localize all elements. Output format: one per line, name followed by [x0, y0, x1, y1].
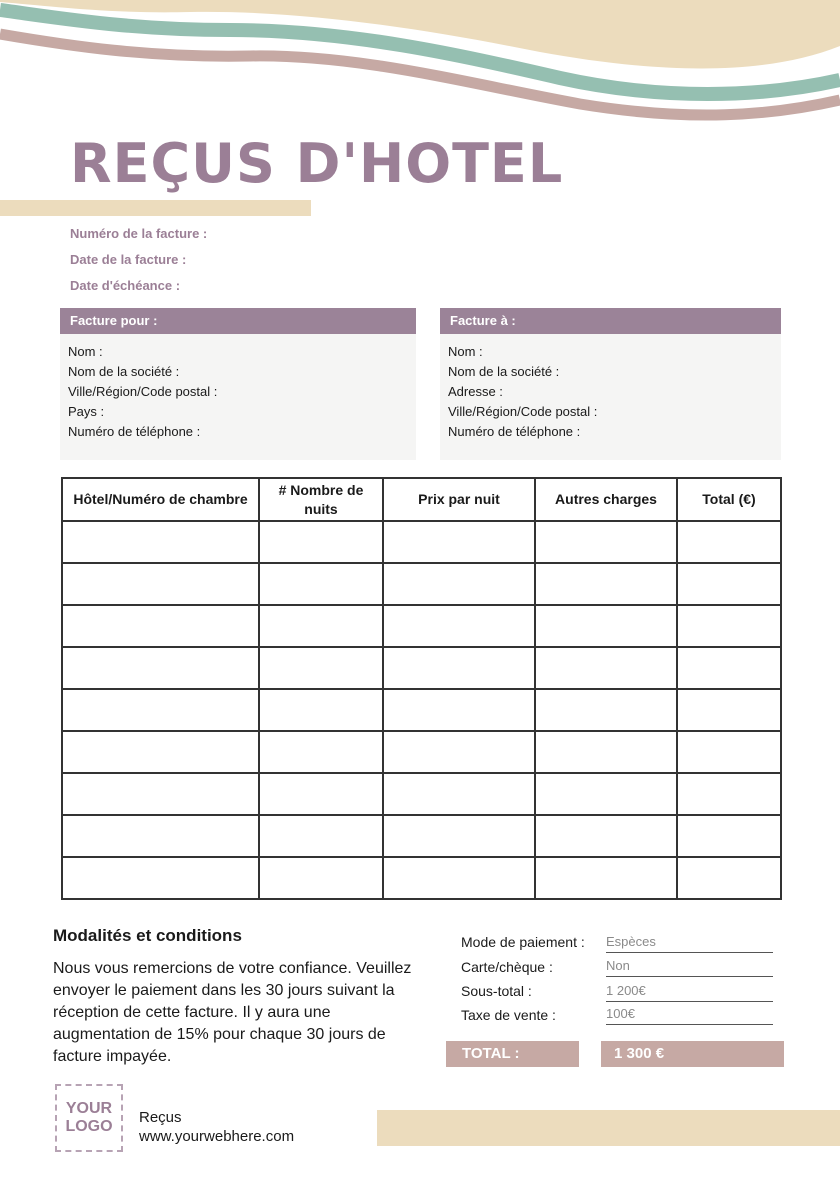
- table-cell: [383, 563, 535, 605]
- table-cell: [677, 563, 781, 605]
- table-row: [62, 689, 781, 731]
- table-cell: [535, 773, 677, 815]
- terms-body: Nous vous remercions de votre confiance. Veuillez envoyer le paiement dans les 30 jours suivant la réception de cette facture. Il y aura une augmentation de 15% pour chaque 30 jours de facture impayée.: [53, 960, 412, 1065]
- table-cell: [535, 563, 677, 605]
- table-cell: [62, 731, 259, 773]
- table-row: [62, 857, 781, 899]
- table-cell: [259, 815, 383, 857]
- table-cell: [62, 773, 259, 815]
- table-cell: [259, 521, 383, 563]
- column-header-price-per-night: Prix par nuit: [383, 478, 535, 521]
- table-cell: [535, 857, 677, 899]
- beige-wave: [0, 0, 840, 69]
- table-cell: [383, 605, 535, 647]
- table-cell: [383, 857, 535, 899]
- column-header-other-charges: Autres charges: [535, 478, 677, 521]
- table-cell: [535, 605, 677, 647]
- table-cell: [535, 815, 677, 857]
- card-check-label: Carte/chèque :: [461, 959, 553, 975]
- total-label: TOTAL :: [446, 1041, 579, 1067]
- table-cell: [259, 731, 383, 773]
- table-cell: [62, 605, 259, 647]
- decorative-waves: [0, 0, 840, 130]
- ship-to-lines: [440, 334, 781, 442]
- ship-to-line: Numéro de téléphone :: [448, 424, 581, 439]
- ship-to-line: Adresse :: [448, 384, 503, 399]
- bill-to-line: Nom :: [68, 344, 103, 359]
- footer-company: Reçus: [139, 1109, 182, 1126]
- table-cell: [383, 773, 535, 815]
- table-cell: [677, 815, 781, 857]
- bill-to-line: Nom de la société :: [68, 364, 180, 379]
- footer-beige-bar: [377, 1110, 840, 1146]
- table-cell: [259, 773, 383, 815]
- card-check-value: Non: [606, 958, 773, 977]
- table-cell: [259, 689, 383, 731]
- subtotal-value: 1 200€: [606, 983, 773, 1002]
- title-underline-bar: [0, 200, 311, 216]
- table-cell: [677, 521, 781, 563]
- table-cell: [62, 689, 259, 731]
- bill-to-lines: [60, 334, 416, 442]
- payment-method-label: Mode de paiement :: [461, 934, 585, 950]
- table-cell: [677, 857, 781, 899]
- footer-website: www.yourwebhere.com: [139, 1128, 295, 1145]
- table-cell: [677, 689, 781, 731]
- column-header-hotel-room: Hôtel/Numéro de chambre: [62, 478, 259, 521]
- table-row: [62, 563, 781, 605]
- table-cell: [535, 731, 677, 773]
- ship-to-line: Ville/Région/Code postal :: [448, 404, 598, 419]
- table-cell: [383, 731, 535, 773]
- bill-to-line: Numéro de téléphone :: [68, 424, 201, 439]
- table-row: [62, 647, 781, 689]
- table-cell: [62, 815, 259, 857]
- invoice-date-label: Date de la facture :: [70, 252, 187, 267]
- ship-to-heading: Facture à :: [440, 308, 781, 334]
- bill-to-box: [60, 308, 416, 460]
- logo-text-line2: LOGO: [65, 1118, 113, 1135]
- invoice-number-label: Numéro de la facture :: [70, 226, 208, 241]
- table-cell: [535, 521, 677, 563]
- ship-to-box: [440, 308, 781, 460]
- table-row: [62, 815, 781, 857]
- table-cell: [677, 605, 781, 647]
- table-cell: [535, 689, 677, 731]
- table-body: [62, 521, 781, 899]
- items-table: [61, 477, 782, 900]
- subtotal-label: Sous-total :: [461, 983, 532, 999]
- total-value: 1 300 €: [601, 1041, 784, 1067]
- table-cell: [677, 731, 781, 773]
- table-header-row: [62, 478, 781, 521]
- table-row: [62, 605, 781, 647]
- logo-text-line1: YOUR: [65, 1100, 113, 1117]
- due-date-label: Date d'échéance :: [70, 278, 181, 293]
- table-cell: [383, 647, 535, 689]
- table-row: [62, 773, 781, 815]
- bill-to-heading: Facture pour :: [60, 308, 416, 334]
- table-cell: [259, 857, 383, 899]
- terms-title: Modalités et conditions: [53, 926, 242, 945]
- bill-to-line: Ville/Région/Code postal :: [68, 384, 218, 399]
- table-cell: [535, 647, 677, 689]
- table-cell: [677, 647, 781, 689]
- table-cell: [383, 689, 535, 731]
- table-cell: [259, 605, 383, 647]
- table-cell: [383, 521, 535, 563]
- table-cell: [259, 563, 383, 605]
- table-row: [62, 521, 781, 563]
- bill-to-line: Pays :: [68, 404, 105, 419]
- table-cell: [259, 647, 383, 689]
- table-cell: [62, 647, 259, 689]
- document-title: REÇUS D'HOTEL: [70, 132, 564, 195]
- column-header-nights: # Nombre de nuits: [259, 478, 383, 521]
- logo-placeholder: [55, 1084, 123, 1152]
- ship-to-line: Nom :: [448, 344, 483, 359]
- column-header-total: Total (€): [677, 478, 781, 521]
- table-cell: [383, 815, 535, 857]
- ship-to-line: Nom de la société :: [448, 364, 560, 379]
- table-cell: [677, 773, 781, 815]
- payment-method-value: Espèces: [606, 934, 773, 953]
- table-cell: [62, 857, 259, 899]
- sales-tax-value: 100€: [606, 1006, 773, 1025]
- table-row: [62, 731, 781, 773]
- table-cell: [62, 563, 259, 605]
- table-cell: [62, 521, 259, 563]
- sales-tax-label: Taxe de vente :: [461, 1007, 556, 1023]
